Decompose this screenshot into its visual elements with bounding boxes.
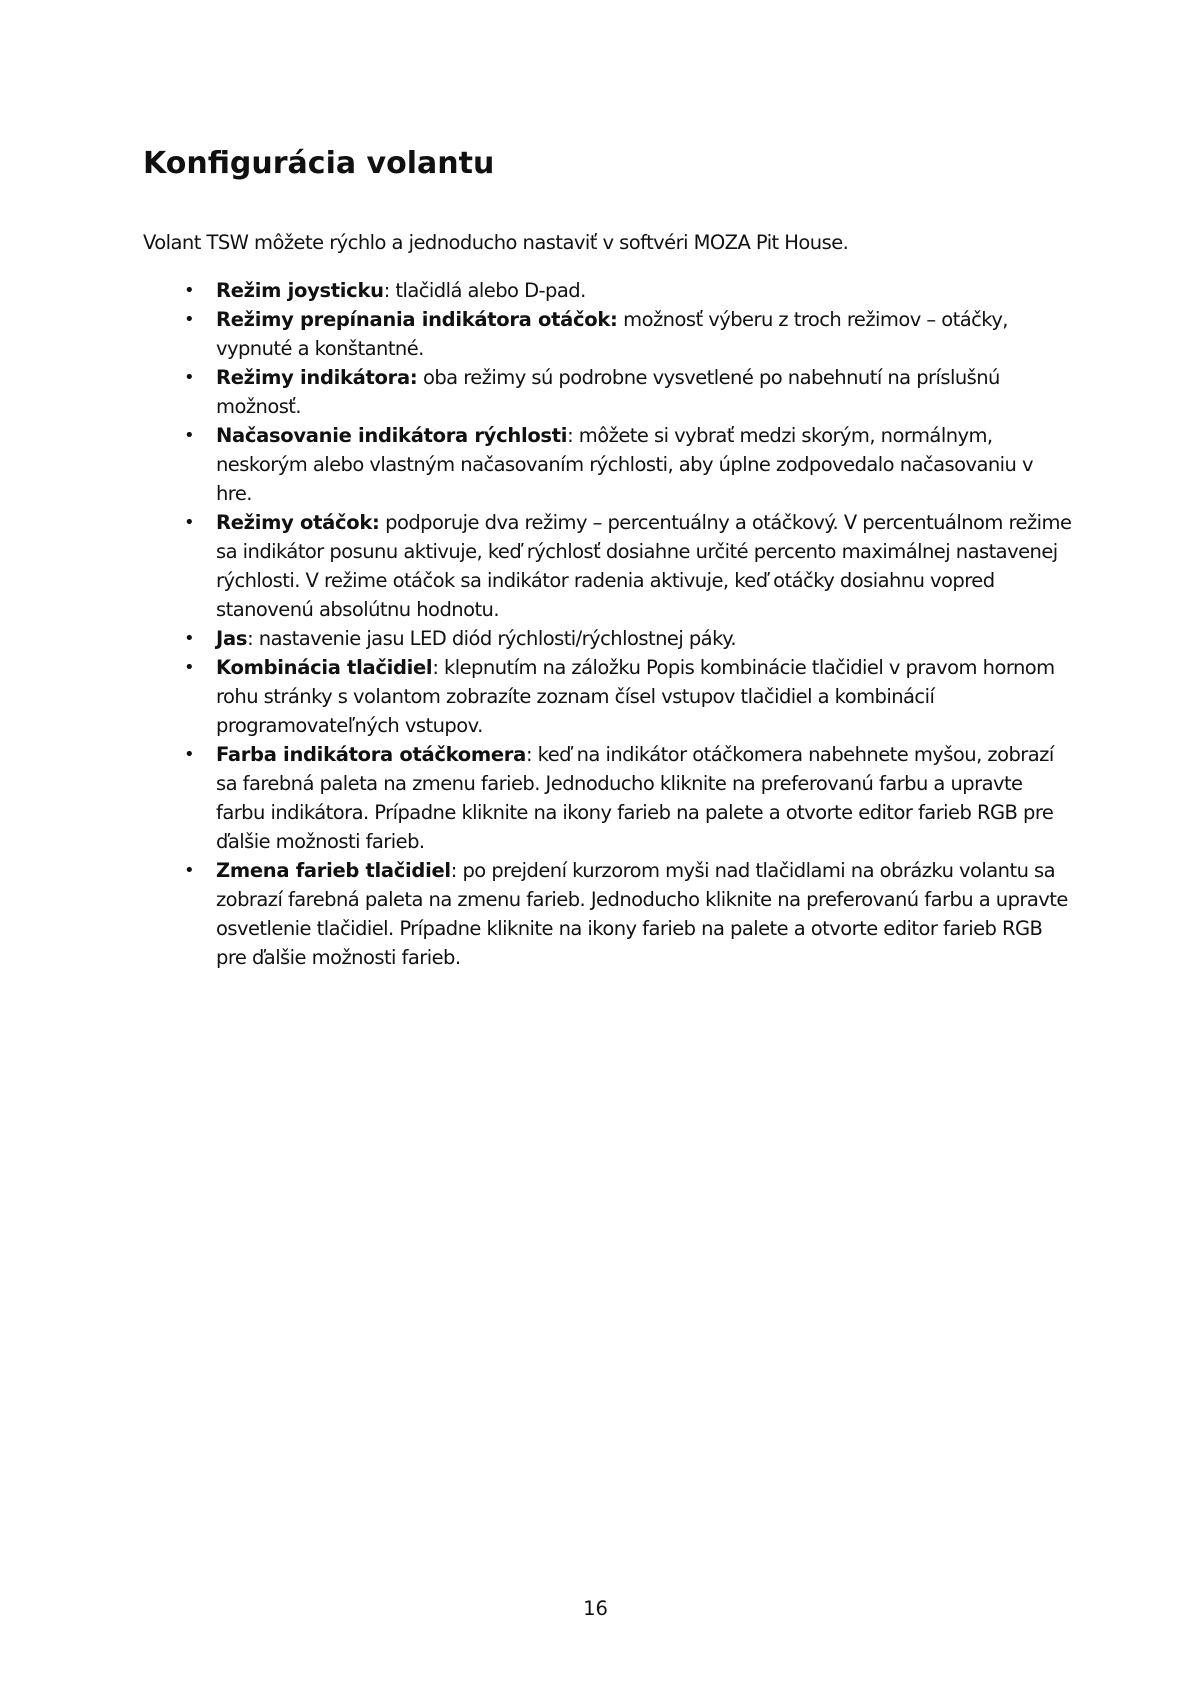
bullet-text: : klepnutím na záložku Popis kombinácie tlačidiel v pravom hornom rohu stránky s volantom zobrazíte zoznam čísel vstupov tlačidiel a kombinácií programovateľných vstupov.	[216, 656, 1055, 737]
bullet-term: Režim joysticku	[216, 279, 384, 302]
bullet-icon: •	[183, 744, 195, 765]
list-item-button-combination	[143, 653, 1073, 740]
feature-list	[143, 276, 1073, 972]
list-item-button-color-change	[143, 856, 1073, 972]
bullet-icon: •	[183, 309, 195, 330]
list-item-joystick-mode	[143, 276, 1073, 305]
bullet-text: podporuje dva režimy – percentuálny a otáčkový. V percentuálnom režime sa indikátor posunu aktivuje, keď rýchlosť dosiahne určité percento maximálnej nastavenej rýchlosti. V režime otáčok sa indikátor radenia aktivuje, keď otáčky dosiahnu vopred stanovenú absolútnu hodnotu.	[216, 511, 1072, 621]
page-number: 16	[583, 1597, 608, 1620]
intro-paragraph: Volant TSW môžete rýchlo a jednoducho nastaviť v softvéri MOZA Pit House.	[143, 231, 849, 254]
bullet-text: : po prejdení kurzorom myši nad tlačidlami na obrázku volantu sa zobrazí farebná paleta na zmenu farieb. Jednoducho kliknite na preferovanú farbu a upravte osvetlenie tlačidiel. Prípadne kliknite na ikony farieb na palete a otvorte editor farieb RGB pre ďalšie možnosti farieb.	[216, 859, 1068, 969]
bullet-icon: •	[183, 425, 195, 446]
bullet-icon: •	[183, 657, 195, 678]
list-item-speed-indicator-timing	[143, 421, 1073, 508]
bullet-text: : môžete si vybrať medzi skorým, normálnym, neskorým alebo vlastným načasovaním rýchlosti, aby úplne zodpovedalo načasovaniu v hre.	[216, 424, 1033, 505]
bullet-icon: •	[183, 512, 195, 533]
bullet-term: Kombinácia tlačidiel	[216, 656, 433, 679]
bullet-text: : keď na indikátor otáčkomera nabehnete myšou, zobrazí sa farebná paleta na zmenu farieb. Jednoducho kliknite na preferovanú farbu a upravte farbu indikátora. Prípadne kliknite na ikony farieb na palete a otvorte editor farieb RGB pre ďalšie možnosti farieb.	[216, 743, 1054, 853]
bullet-icon: •	[183, 860, 195, 881]
bullet-text: oba režimy sú podrobne vysvetlené po nabehnutí na príslušnú možnosť.	[216, 366, 1000, 418]
bullet-icon: •	[183, 280, 195, 301]
list-item-rpm-modes	[143, 508, 1073, 624]
page-title: Konfigurácia volantu	[143, 146, 495, 181]
bullet-term: Načasovanie indikátora rýchlosti	[216, 424, 568, 447]
bullet-text: : tlačidlá alebo D-pad.	[383, 279, 586, 302]
bullet-term: Režimy prepínania indikátora otáčok:	[216, 308, 618, 331]
bullet-text: možnosť výberu z troch režimov – otáčky, vypnuté a konštantné.	[216, 308, 1008, 360]
bullet-term: Farba indikátora otáčkomera	[216, 743, 526, 766]
list-item-tachometer-color	[143, 740, 1073, 856]
bullet-term: Jas	[216, 627, 248, 650]
bullet-term: Režimy indikátora:	[216, 366, 418, 389]
bullet-term: Zmena farieb tlačidiel	[216, 859, 451, 882]
bullet-text: : nastavenie jasu LED diód rýchlosti/rýchlostnej páky.	[247, 627, 736, 650]
list-item-rpm-indicator-switch-modes	[143, 305, 1073, 363]
bullet-icon: •	[183, 367, 195, 388]
list-item-indicator-modes	[143, 363, 1073, 421]
bullet-term: Režimy otáčok:	[216, 511, 380, 534]
list-item-brightness	[143, 624, 1073, 653]
bullet-icon: •	[183, 628, 195, 649]
